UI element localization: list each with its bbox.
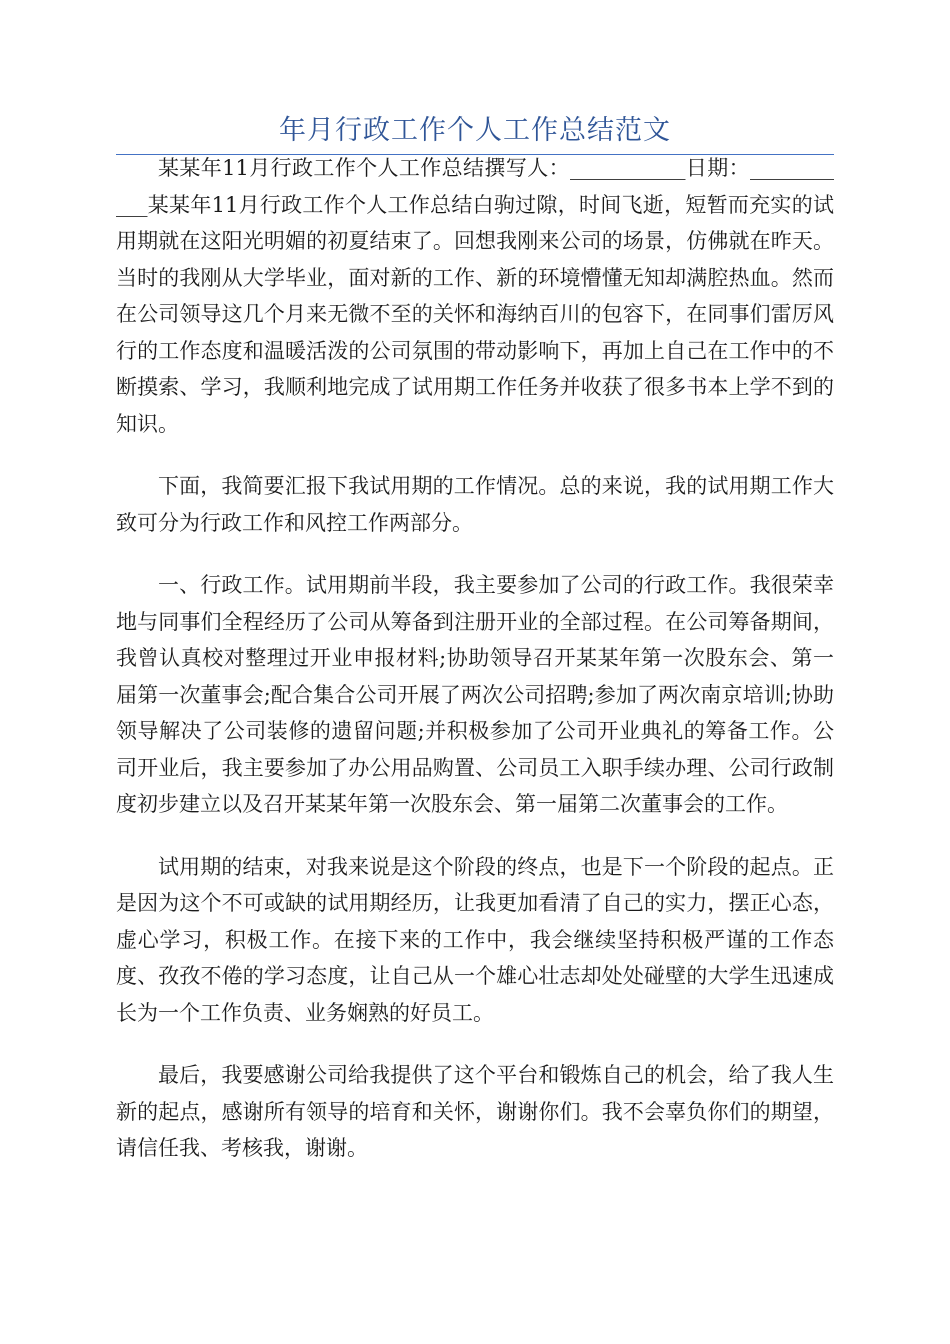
paragraph-4: 试用期的结束，对我来说是这个阶段的终点，也是下一个阶段的起点。正是因为这个不可或缺的试用期经历，让我更加看清了自己的实力，摆正心态，虚心学习，积极工作。在接下来的工作中，我会继续坚持积极严谨的工作态度、孜孜不倦的学习态度，让自己从一个雄心壮志却处处碰壁的大学生迅速成长为一个工作负责、业务娴熟的好员工。 [116,854,834,1025]
paragraph-2: 下面，我简要汇报下我试用期的工作情况。总的来说，我的试用期工作大致可分为行政工作和风控工作两部分。 [116,474,834,535]
paragraph-5: 最后，我要感谢公司给我提供了这个平台和锻炼自己的机会，给了我人生新的起点，感谢所有领导的培育和关怀，谢谢你们。我不会辜负你们的期望，请信任我、考核我，谢谢。 [116,1063,834,1160]
document-body [116,150,834,1193]
paragraph-3: 一、行政工作。试用期前半段，我主要参加了公司的行政工作。我很荣幸地与同事们全程经历了公司从筹备到注册开业的全部过程。在公司筹备期间，我曾认真校对整理过开业申报材料;协助领导召开某某年第一次股东会、第一届第一次董事会;配合集合公司开展了两次公司招聘;参加了两次南京培训;协助领导解决了公司装修的遗留问题;并积极参加了公司开业典礼的筹备工作。公司开业后，我主要参加了办公用品购置、公司员工入职手续办理、公司行政制度初步建立以及召开某某年第一次股东会、第一届第二次董事会的工作。 [116,573,834,816]
paragraph-1: 某某年11月行政工作个人工作总结撰写人：___________日期：___________某某年11月行政工作个人工作总结白驹过隙，时间飞逝，短暂而充实的试用期就在这阳光明媚的初夏结束了。回想我刚来公司的场景，仿佛就在昨天。当时的我刚从大学毕业，面对新的工作、新的环境懵懂无知却满腔热血。然而在公司领导这几个月来无微不至的关怀和海纳百川的包容下，在同事们雷厉风行的工作态度和温暖活泼的公司氛围的带动影响下，再加上自己在工作中的不断摸索、学习，我顺利地完成了试用期工作任务并收获了很多书本上学不到的知识。 [116,156,834,436]
title-block [116,108,834,155]
document-title: 年月行政工作个人工作总结范文 [279,115,671,146]
